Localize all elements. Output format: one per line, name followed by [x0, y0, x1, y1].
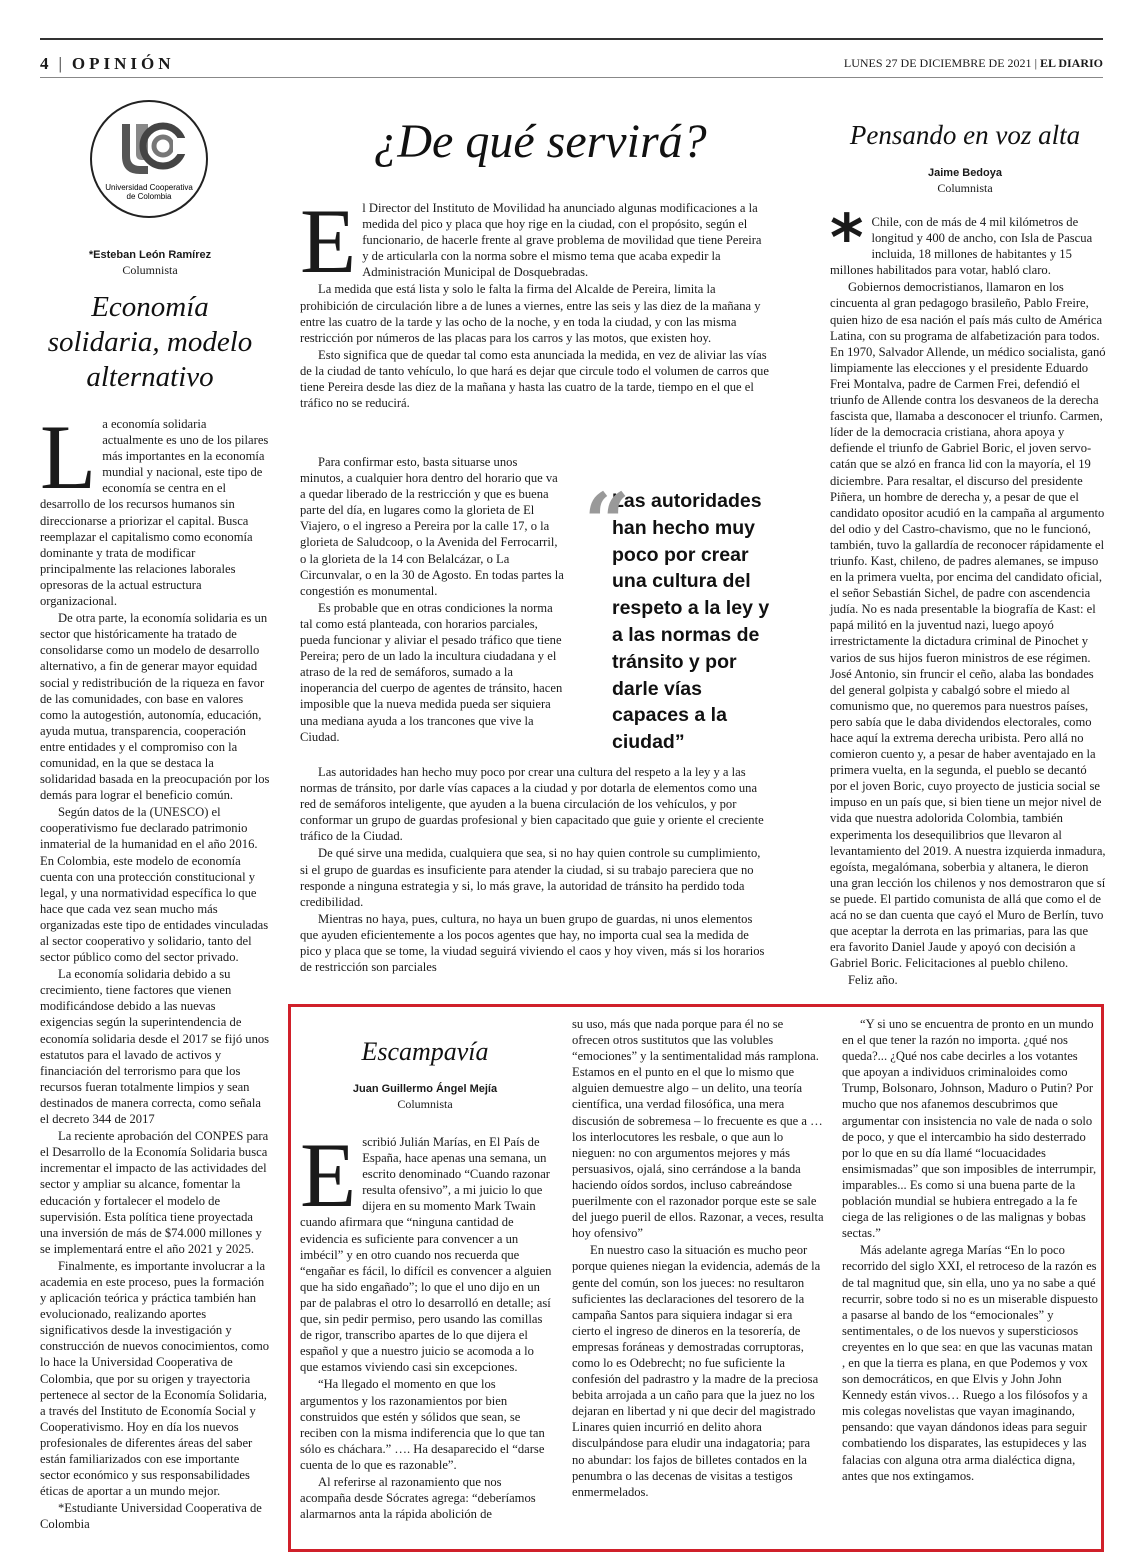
- center-paragraph: Esto significa que de quedar tal como esta anunciada la medida, en vez de aliviar las vías de la ciudad de tanto vehículo, lo que hará es dejar que circule todo el volumen de carros que tiene Pereira desde las diez de la mañana y hasta las cuatro de la tarde, tiempo en el que el tráfico no se reducirá.: [300, 347, 769, 411]
- left-footnote: *Estudiante Universidad Cooperativa de Colombia: [40, 1501, 262, 1532]
- right-byline: [880, 166, 1050, 196]
- escampavia-paragraph: Más adelante agrega Marías “En lo poco recorrido del siglo XXI, el retroceso de la razón es de tal magnitud que, sin ella, uno ya no sabe a qué recurrir, sobre todo si no es un miserable dispuesto a pasarse al bando de los “emocionales” y sentimentales, o de los nuevos y supersticiosos creyentes en lo que sea: en que las vacunas matan , en que la tierra es plana, en que Podemos y vox son democráticos, en que Elvis y John John Kennedy están vivos… Ruego a los filósofos y a mis colegas novelistas que vayan imaginando, pensando: que vayan dándonos ideas para seguir combatiendo los disparates, las estupideces y las falacias con alguna otra arma dialéctica digna, antes que nos extingamos.: [842, 1243, 1098, 1483]
- escampavia-col-2: [572, 1016, 824, 1501]
- left-paragraph: La reciente aprobación del CONPES para el Desarrollo de la Economía Solidaria busca incrementar el impacto de las actividades del sector y ampliar su alcance, fomentar la educación y fortalecer el modelo de supervisión. Esta política tiene proyectada una inversión de más de $74.000 millones y se implementará entre el año 2021 y 2025.: [40, 1129, 269, 1256]
- left-byline: [60, 248, 240, 278]
- section-label: [40, 54, 175, 74]
- right-title: Pensando en voz alta: [849, 120, 1081, 150]
- escampavia-paragraph: Al referirse al razonamiento que nos acompaña desde Sócrates agrega: “deberíamos alarmarnos anta la rápida abolición de: [300, 1474, 536, 1522]
- left-title: Economía solidaria, modelo alternativo: [47, 291, 253, 393]
- pull-quote-text: Las autoridades han hecho muy poco por crear una cultura del respeto a la ley y a las normas de tránsito y por darle vías capaces a la ciudad”: [612, 490, 770, 754]
- center-paragraph: Las autoridades han hecho muy poco por crear una cultura del respeto a la ley y a las normas de tránsito, por darle vías capaces a la ciudad y por dotarla de elementos como una red de semáforos inteligente, que ayuden a la buena circulación de los vehículos, y por conformar un grupo de guardas profesional y bien capacitado que guie y oriente el creciente tráfico de la Ciudad.: [300, 765, 764, 844]
- center-article-bottom: [300, 764, 770, 976]
- center-lead: l Director del Instituto de Movilidad ha anunciado algunas modificaciones a la medida del pico y placa que hoy rige en la ciudad, con el propósito, según el funcionario, de hacerle frente al grave problema de movilidad que tiene Pereira y de articularla con la norma sobre el mismo tema que acaba expedir la Administración Municipal de Dosquebradas.: [362, 201, 762, 280]
- escampavia-col-1: [300, 1124, 555, 1523]
- center-article-narrow: [300, 454, 564, 746]
- center-paragraph: Para confirmar esto, basta situarse unos minutos, a cualquier hora dentro del horario que va a quedar liberado de la restricción y que es buena parte del día, en lugares como la glorieta de El Viajero, o el ingreso a Pereira por la calle 17, o la glorieta de Saludcoop, o la Avenida del Ferrocarril, o la glorieta de la 14 con Belalcázar, o La Circunvalar, o en la 30 de Agosto. En todas partes la congestión es monumental.: [300, 455, 564, 598]
- quote-mark-icon: “: [584, 475, 631, 569]
- header-divider: |: [58, 54, 66, 73]
- paper-name: EL DIARIO: [1039, 56, 1103, 70]
- center-paragraph: Es probable que en otras condiciones la norma tal como está planteada, con horarios parciales, pueda funcionar y aliviar el pesado tráfico que tiene Pereira; pero de un lado la incultura ciudadana y el atraso de la red de semáforos, sumado a la inoperancia del cuerpo de agentes de tránsito, hacen imposible que la nueva medida pueda ser siquiera una mediana ayuda a los trancones que vive la Ciudad.: [300, 600, 563, 744]
- left-article-body: [40, 406, 270, 1533]
- escampavia-paragraph: su uso, más que nada porque para él no se ofrecen otros sustitutos que las volubles “emociones” y la sentimentalidad más ramplona. Estamos en el punto en el que lo mismo que alguien demuestre algo – un delito, una teoría científica, una verdad filosófica, una mera discusión de sobremesa – lo frecuente es que a … los interlocutores les resbale, o que aun lo nieguen: no con argumentos mejores y más persuasivos, ojalá, sino cerrándose a la banda haciendo oídos sordos, incluso cabreándose puerilmente con el razonador porque este se sale del juego pueril de ellos. Razonar, a veces, resulta hoy ofensivo”: [572, 1017, 824, 1241]
- escampavia-dropcap: E: [300, 1124, 357, 1226]
- escampavia-paragraph: “Y si uno se encuentra de pronto en un mundo en el que tener la razón no importa. ¿qué nos queda?... ¿Qué nos cabe decirles a los votantes que apoyan a individuos criminaloides como Trump, Bolsonaro, Johnson, Maduro o Putin? Por mucho que nos afanemos descubrimos que argumentar con insistencia no vale de nada o solo de poco, y que el intercambio ha sido desterrado por lo que en su día llamé “locuacidades ensimismadas” que son imposibles de interrumpir, imparables... Es como si una buena parte de la población mundial se hubiera entregado a la fe ciega de las religiones o de las malignas y bobas sectas.”: [842, 1017, 1097, 1241]
- issue-date: LUNES 27 DE DICIEMBRE DE 2021: [843, 56, 1032, 70]
- pull-quote: [584, 475, 784, 756]
- dateline: LUNES 27 DE DICIEMBRE DE 2021 | EL DIARIO: [843, 56, 1103, 70]
- left-paragraph: a economía solidaria actualmente es uno de los pilares más importantes en la economía mundial y nacional, este tipo de economía se centra en el desarrollo de los recursos humanos sin direccionarse a priorizar el capital. Busca reemplazar el capitalismo como economía dominante y trata de modificar principalmente las relaciones laborales opresoras de la actual estructura organizacional.: [40, 417, 269, 609]
- right-role: Columnista: [937, 181, 993, 195]
- escampavia-lead: scribió Julián Marías, en El País de España, hace apenas una semana, un escrito denominado “Cuando razonar resulta ofensivo”, a mi juicio lo que dijera en su momento Mark Twain cuando afirmara que “ninguna cantidad de evidencia es suficiente para convencer a un imbécil” y en otro cuando nos recuerda que “engañar es fácil, lo difícil es convencer a alguien que ha sido engañado”; lo que el uno dijo en un par de palabras el otro lo desarrolló en detalle; así que, sin pedir permiso, pero usando las comillas de rigor, transcribo apartes de lo que dijera el español y que a nuestro juicio se acomoda a lo que estamos viviendo casi sin excepciones.: [300, 1135, 552, 1375]
- escampavia-col-3: [842, 1016, 1098, 1485]
- right-closing: Feliz año.: [848, 973, 898, 988]
- asterisk-icon: *: [830, 202, 864, 276]
- left-paragraph: Finalmente, es importante involucrar a la academia en este proceso, pues la formación y aplicación teórica y práctica también han evolucionado, realizando aportes significativos desde la investigación y construcción de nuevos conocimientos, como lo hace la Universidad Cooperativa de Colombia, que por su origen y trayectoria pertenece al sector de la Economía Solidaria, a través del Instituto de Economía Social y Cooperativismo. Hoy en día los nuevos profesionales de diferentes áreas del saber están familiarizados con ese importante sector económico y sus responsabilidades éticas de aportar a un mundo mejor.: [40, 1258, 270, 1499]
- escampavia-title: Escampavía: [361, 1037, 489, 1066]
- center-paragraph: La medida que está lista y solo le falta la firma del Alcalde de Pereira, limita la prohibición de circulación libre a de lunes a viernes, entre las seis y las diez de la mañana y entre las cuatro de la tarde y las ocho de la noche, y en toda la ciudad, y con las misma restricción por números de las placas para los carros y las motos, que existen hoy.: [300, 282, 761, 345]
- center-paragraph: Mientras no haya, pues, cultura, no haya un buen grupo de guardas, ni unos elementos que ayuden eficientemente a los pocos agentes que hay, no importa cual sea la medida de pico y placa que se tome, la viudad seguirá viviendo el caos y hoy viven, más si los horarios de restricción son parciales: [300, 911, 765, 975]
- left-paragraph: De otra parte, la economía solidaria es un sector que históricamente ha tratado de consolidarse como un modelo de desarrollo alternativo, a fin de generar mayor equidad social y redistribución de la riqueza en favor de las comunidades, con base en valores como la autogestión, autonomía, educación, ayuda mutua, transparencia, cooperación entre entidades y el compromiso con la comunidad, en la que se destaca la solidaridad basada en la preocupación por los demás para lograr el beneficio común.: [40, 611, 270, 803]
- svg-text:de Colombia: de Colombia: [126, 192, 172, 201]
- left-role: Columnista: [122, 263, 178, 277]
- left-paragraph: La economía solidaria debido a su crecimiento, tiene factores que vienen modificándose debido a las nuevas exigencias según la superintendencia de economía solidaria desde el 2017 se fijó unos estatutos para el lavado de activos y financiación del terrorismo para que los recursos fueran totalmente limpios y sean destinados de manera correcta, como señala el decreto 344 de 2017: [40, 967, 270, 1127]
- center-title: ¿De qué servirá?: [373, 115, 707, 168]
- center-paragraph: De qué sirve una medida, cualquiera que sea, si no hay quien controle su cumplimiento, si el grupo de guardas es insuficiente para atender la ciudad, si su trabajo pareciera que no responde a ninguna estrategia y si, lo más grave, la autoridad de tránsito ha perdido toda credibilidad.: [300, 846, 761, 909]
- right-paragraph: Gobiernos democristianos, llamaron en los cincuenta al gran pedagogo brasileño, Pablo Freire, quien hizo de esa nación el país más culto de América Latina, con su programa de alfabetización para todos. En 1970, Salvador Allende, un médico socialista, ganó limpiamente las elecciones y el presidente Eduardo Frei Montalva, padre de Carmen Frei, defendió el triunfo de Allende contra los desvaneos de la derecha fascista que, llamaba a desconocer el triunfo. Carmen, líder de la democracia cristiana, ahora apoya y defiende el triunfo de Gabriel Boric, el joven servo-catán que se alzó en franca lid con la mayoría, el 19 diciembre. Para resaltar, el discurso del presidente Piñera, un hombre de derecha y, a pesar de que el candidato opositor acudió en la campaña al argumento del odio y del Castro-chavismo, que no le funcionó, también, tuvo la gallardía de reconocer rápidamente el triunfo. Kast, chileno, de padres alemanes, se impuso en la primera vuelta, por encima del candidato oficial, el señor Sebastián Sichel, de padre con ascendencia judía. No es nada presentable la biografía de Kast: el papá militó en la juventud nazi, luego apoyó irrestrictamente la dictadura criminal de Pinochet y varios de sus hijos fueron ministros de ese régimen. José Antonio, sin fruncir el ceño, alaba las bondades del general golpista y cabalgó sobre el miedo al comunismo que, no queremos para nuestros países, pero sabía que le daba dividendos electorales, como hace aquí la extrema derecha uribista. Pero allá no comieron cuento y, a pesar de haber aventajado en la primera vuelta, en la segunda, el pueblo se decantó por el joven Boric, cuyo proyecto de justicia social se impuso en un país que, si bien tiene un mejor nivel de vida que nuestra adolorida Colombia, también experimenta los desequilibrios que llevaron al levantamiento del 2019. A nuestra izquierda inmadura, egoísta, megalómana, soberbia y altanera, le dieron una gran lección los chilenos y nos demostraron que sí se puede. El partido comunista de allá que como el de acá no se dan cuenta que cayó el Muro de Berlín, tuvo que aceptar la derrota en las primarias, para las que era favorito Daniel Jaude y apoyó con decisión a Gabriel Boric. Felicitaciones al pueblo chileno.: [830, 280, 1106, 971]
- university-logo: [88, 98, 210, 220]
- right-lead: Chile, con de más de 4 mil kilómetros de longitud y 400 de ancho, con Isla de Pascua incluida, 18 millones de habitantes y 15 millones habilitados para votar, habló claro.: [830, 215, 1093, 278]
- page-header: [40, 38, 1103, 78]
- page-number: 4: [40, 54, 53, 73]
- escampavia-paragraph: En nuestro caso la situación es mucho peor porque quienes niegan la evidencia, además de la gente del común, son los jueces: no resultaron suficientes las declaraciones del tesorero de la campaña Santos para siquiera indagar si era cierto el ingreso de dineros en la tesorería, de empresas foráneas y demostradas corruptoras, como lo es Odebrecht; no fue suficiente la confesión del padrastro y la madre de la preciosa bebita arrojada a un caño para que la juez no los dejaran en libertad y ni que decir del magistrado Linares quien incurrió en delito ahora disculpándose para eludir una indagatoria; para no abundar: los fajos de billetes contados en la penumbra o las decenas de visitas a testigos enmermelados.: [572, 1243, 821, 1499]
- center-article-top: [300, 190, 770, 412]
- left-dropcap: L: [40, 406, 97, 508]
- section-name: OPINIÓN: [71, 54, 175, 73]
- center-dropcap: E: [300, 190, 357, 292]
- escampavia-role: Columnista: [397, 1097, 453, 1111]
- escampavia-paragraph: “Ha llegado el momento en que los argumentos y los razonamientos por bien construidos que estén y sólidos que sean, se reciben con la misma indiferencia que lo que tan sólo es cháchara.” …. Ha desaparecido el “darse cuenta de lo que es razonable”.: [300, 1377, 545, 1472]
- right-author: Jaime Bedoya: [928, 167, 1002, 179]
- right-article-body: [830, 202, 1106, 990]
- left-author: *Esteban León Ramírez: [88, 249, 212, 261]
- svg-text:Universidad Cooperativa: Universidad Cooperativa: [105, 183, 193, 192]
- left-paragraph: Según datos de la (UNESCO) el cooperativismo fue declarado patrimonio inmaterial de la humanidad en el año 2016. En Colombia, este modelo de economía cuenta con una protección constitucional y legal, y una normatividad específica lo que hace que cada vez sean mucho más organizadas este tipo de entidades vinculadas al sector cooperativo y solidario, tanto del sector público como del sector privado.: [40, 805, 269, 965]
- escampavia-byline: [320, 1082, 530, 1112]
- escampavia-author: Juan Guillermo Ángel Mejía: [352, 1083, 498, 1095]
